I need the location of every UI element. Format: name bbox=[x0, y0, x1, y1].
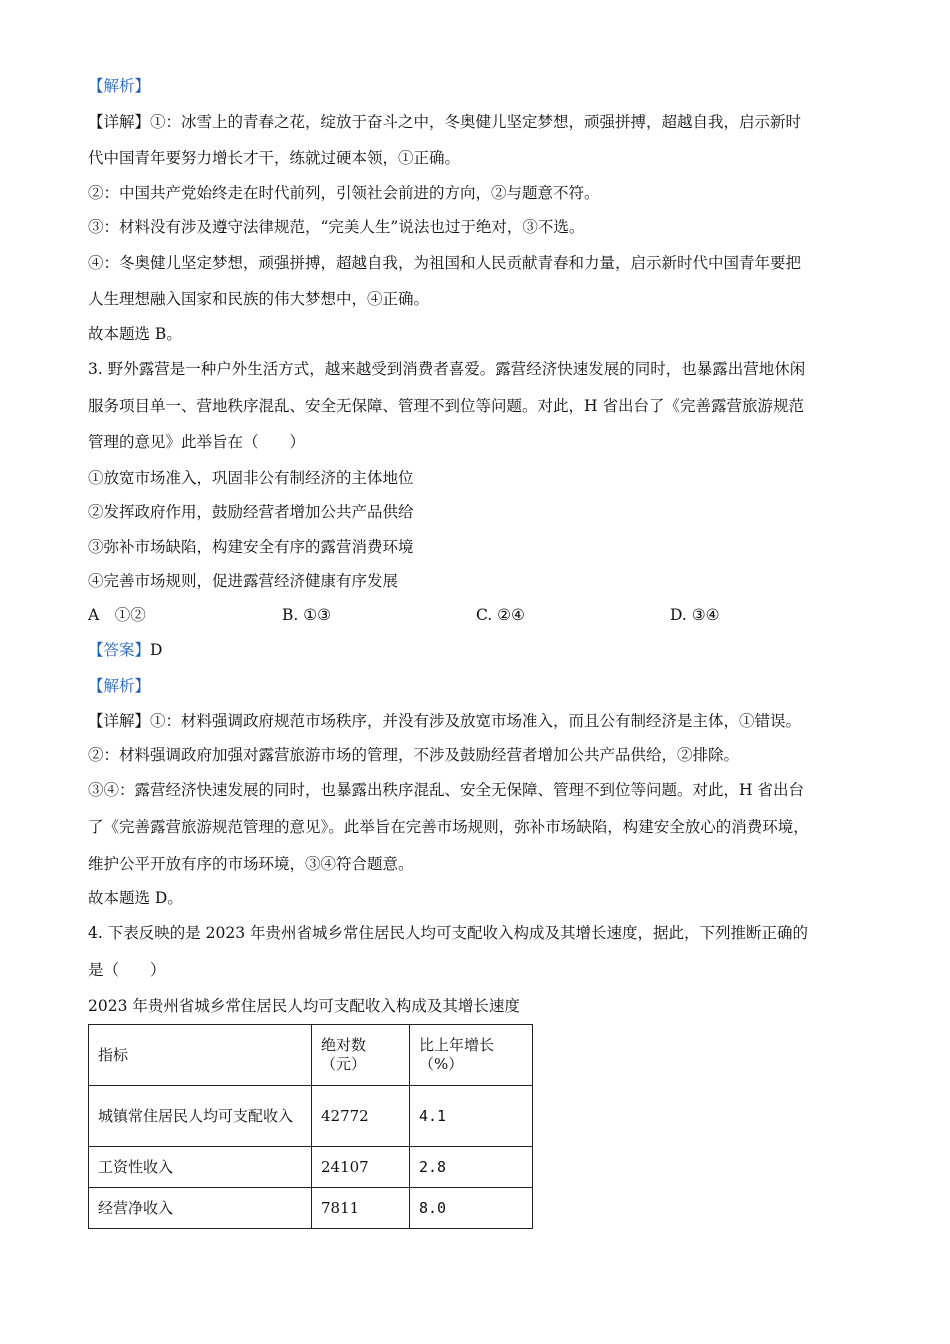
question-stem-line: 是（ ） bbox=[88, 961, 166, 979]
detail-text: ①：冰雪上的青春之花，绽放于奋斗之中，冬奥健儿坚定梦想，顽强拼搏，超越自我，启示新时 bbox=[150, 113, 802, 131]
analysis-tag: 【解析】 bbox=[88, 677, 151, 695]
table-row bbox=[89, 1188, 533, 1229]
income-table bbox=[88, 1024, 533, 1229]
detail-tag: 【详解】 bbox=[88, 712, 151, 730]
analysis-detail-line: ③：材料没有涉及遵守法律规范，“完美人生”说法也过于绝对，③不选。 bbox=[88, 218, 585, 236]
analysis-detail-line bbox=[88, 112, 801, 132]
option-a: A ①② bbox=[88, 606, 146, 624]
table-cell: 42772 bbox=[312, 1086, 410, 1147]
table-cell: 2.8 bbox=[410, 1147, 533, 1188]
analysis-detail-line: ②：中国共产党始终走在时代前列，引领社会前进的方向，②与题意不符。 bbox=[88, 184, 600, 202]
table-cell: 8.0 bbox=[410, 1188, 533, 1229]
analysis-conclusion: 故本题选 B。 bbox=[88, 325, 182, 343]
analysis-detail-line: 代中国青年要努力增长才干，练就过硬本领，①正确。 bbox=[88, 149, 461, 167]
table-row bbox=[89, 1147, 533, 1188]
table-row bbox=[89, 1086, 533, 1147]
question-stem-line: 管理的意见》此举旨在（ ） bbox=[88, 433, 306, 451]
analysis-tag: 【解析】 bbox=[88, 77, 151, 95]
answer-tag: 【答案】 bbox=[88, 641, 151, 659]
option-d: D. ③④ bbox=[670, 606, 720, 624]
table-header-row bbox=[89, 1025, 533, 1086]
statement-item: ①放宽市场准入，巩固非公有制经济的主体地位 bbox=[88, 469, 414, 487]
table-cell: 城镇常住居民人均可支配收入 bbox=[89, 1086, 312, 1147]
statement-item: ②发挥政府作用，鼓励经营者增加公共产品供给 bbox=[88, 503, 414, 521]
analysis-detail-line: 了《完善露营旅游规范管理的意见》。此举旨在完善市场规则，弥补市场缺陷，构建安全放心的消费环境， bbox=[88, 818, 809, 836]
analysis-detail-line: ④：冬奥健儿坚定梦想，顽强拼搏，超越自我，为祖国和人民贡献青春和力量，启示新时代中国青年要把 bbox=[88, 254, 802, 272]
statement-item: ③弥补市场缺陷，构建安全有序的露营消费环境 bbox=[88, 538, 414, 556]
table-cell: 4.1 bbox=[410, 1086, 533, 1147]
option-c: C. ②④ bbox=[476, 606, 525, 624]
table-cell: 工资性收入 bbox=[89, 1147, 312, 1188]
table-header-cell: 比上年增长（%） bbox=[410, 1025, 533, 1086]
table-cell: 7811 bbox=[312, 1188, 410, 1229]
detail-tag: 【详解】 bbox=[88, 113, 151, 131]
analysis-detail-line bbox=[88, 711, 801, 731]
table-cell: 经营净收入 bbox=[89, 1188, 312, 1229]
analysis-detail-line: ②：材料强调政府加强对露营旅游市场的管理，不涉及鼓励经营者增加公共产品供给，②排除。 bbox=[88, 746, 740, 764]
table-header-cell: 指标 bbox=[89, 1025, 312, 1086]
table-title: 2023 年贵州省城乡常住居民人均可支配收入构成及其增长速度 bbox=[88, 997, 520, 1015]
analysis-detail-line: 人生理想融入国家和民族的伟大梦想中，④正确。 bbox=[88, 290, 430, 308]
answer-line bbox=[88, 640, 162, 660]
analysis-detail-line: 维护公平开放有序的市场环境，③④符合题意。 bbox=[88, 855, 414, 873]
analysis-detail-line: ③④：露营经济快速发展的同时，也暴露出秩序混乱、安全无保障、管理不到位等问题。对此，H 省出台 bbox=[88, 781, 804, 799]
table-cell: 24107 bbox=[312, 1147, 410, 1188]
question-stem-line: 4. 下表反映的是 2023 年贵州省城乡常住居民人均可支配收入构成及其增长速度，据此，下列推断正确的 bbox=[88, 924, 809, 942]
analysis-conclusion: 故本题选 D。 bbox=[88, 889, 183, 907]
question-stem-line: 3. 野外露营是一种户外生活方式，越来越受到消费者喜爱。露营经济快速发展的同时，也暴露出营地休闲 bbox=[88, 360, 806, 378]
question-stem-line: 服务项目单一、营地秩序混乱、安全无保障、管理不到位等问题。对此，H 省出台了《完善露营旅游规范 bbox=[88, 397, 804, 415]
option-b: B. ①③ bbox=[282, 606, 332, 624]
table-header-cell: 绝对数（元） bbox=[312, 1025, 410, 1086]
statement-item: ④完善市场规则，促进露营经济健康有序发展 bbox=[88, 572, 399, 590]
answer-value: D bbox=[150, 641, 163, 659]
detail-text: ①：材料强调政府规范市场秩序，并没有涉及放宽市场准入，而且公有制经济是主体，①错误。 bbox=[150, 712, 802, 730]
